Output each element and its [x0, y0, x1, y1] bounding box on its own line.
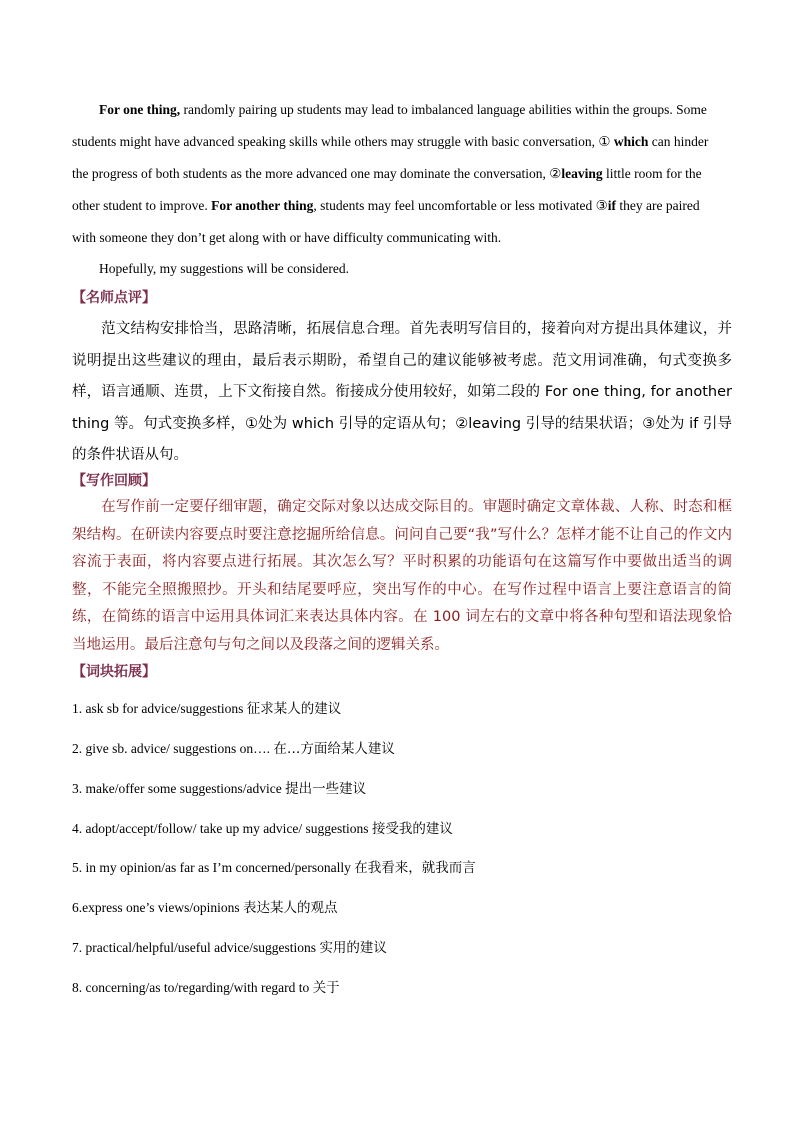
keyword-leaving: leaving: [561, 166, 603, 181]
transition-phrase: For another thing: [211, 198, 314, 213]
vocab-item: 8. concerning/as to/regarding/with regard to 关于: [72, 980, 340, 996]
vocab-item: 7. practical/helpful/useful advice/suggestions 实用的建议: [72, 940, 387, 956]
writing-paragraph: [72, 494, 732, 659]
essay-paragraph: [72, 94, 722, 254]
vocab-item: 3. make/offer some suggestions/advice 提出一些建议: [72, 781, 367, 797]
keyword-which: which: [613, 134, 649, 149]
essay-text: , students may feel uncomfortable or less motivated ③: [313, 198, 608, 213]
essay-closing: Hopefully, my suggestions will be considered.: [99, 261, 349, 276]
section-heading-vocab: 【词块拓展】: [72, 664, 156, 680]
essay-text: can hinder the progress of both students as the more advanced one may dominate the conversation, ②: [72, 134, 709, 181]
keyword-if: if: [607, 198, 617, 213]
essay-text: randomly pairing up students may lead to imbalanced language abilities within the groups. Some students might have advanced speaking skills while others may struggle with basic conversation, ①: [72, 102, 707, 149]
essay-text: little room for the other student to improve.: [72, 166, 702, 213]
vocab-item: 2. give sb. advice/ suggestions on…. 在…方面给某人建议: [72, 741, 395, 757]
review-text: 范文结构安排恰当，思路清晰，拓展信息合理。首先表明写信目的，接着向对方提出具体建议，并说明提出这些建议的理由，最后表示期盼，希望自己的建议能够被考虑。范文用词准确，句式变换多样，语言通顺、连贯，上下文衔接自然。衔接成分使用较好，如第二段的 For one thing, for another thing 等。句式变换多样，①处为 which 引导的定语从句；②leaving 引导的结果状语；③处为 if 引导的条件状语从句。: [72, 321, 732, 463]
transition-phrase: For one thing,: [99, 102, 181, 117]
review-paragraph: [72, 314, 732, 472]
vocab-item: 4. adopt/accept/follow/ take up my advice/ suggestions 接受我的建议: [72, 821, 453, 837]
vocab-item: 1. ask sb for advice/suggestions 征求某人的建议: [72, 701, 342, 717]
vocab-item: 5. in my opinion/as far as I’m concerned/personally 在我看来，就我而言: [72, 860, 476, 876]
writing-text: 在写作前一定要仔细审题，确定交际对象以达成交际目的。审题时确定文章体裁、人称、时态和框架结构。在研读内容要点时要注意挖掘所给信息。问问自己要“我”写什么？怎样才能不让自己的作文内容流于表面，将内容要点进行拓展。其次怎么写？平时积累的功能语句在这篇写作中要做出适当的调整，不能完全照搬照抄。开头和结尾要呼应，突出写作的中心。在写作过程中语言上要注意语言的简练，在简练的语言中运用具体词汇来表达具体内容。在 100 词左右的文章中将各种句型和语法现象恰当地运用。最后注意句与句之间以及段落之间的逻辑关系。: [72, 499, 732, 653]
vocab-item: 6.express one’s views/opinions 表达某人的观点: [72, 900, 338, 916]
section-heading-writing: 【写作回顾】: [72, 473, 156, 489]
section-heading-review: 【名师点评】: [72, 290, 156, 306]
essay-text: they are paired with someone they don’t get along with or have difficulty communicating with.: [72, 198, 700, 245]
